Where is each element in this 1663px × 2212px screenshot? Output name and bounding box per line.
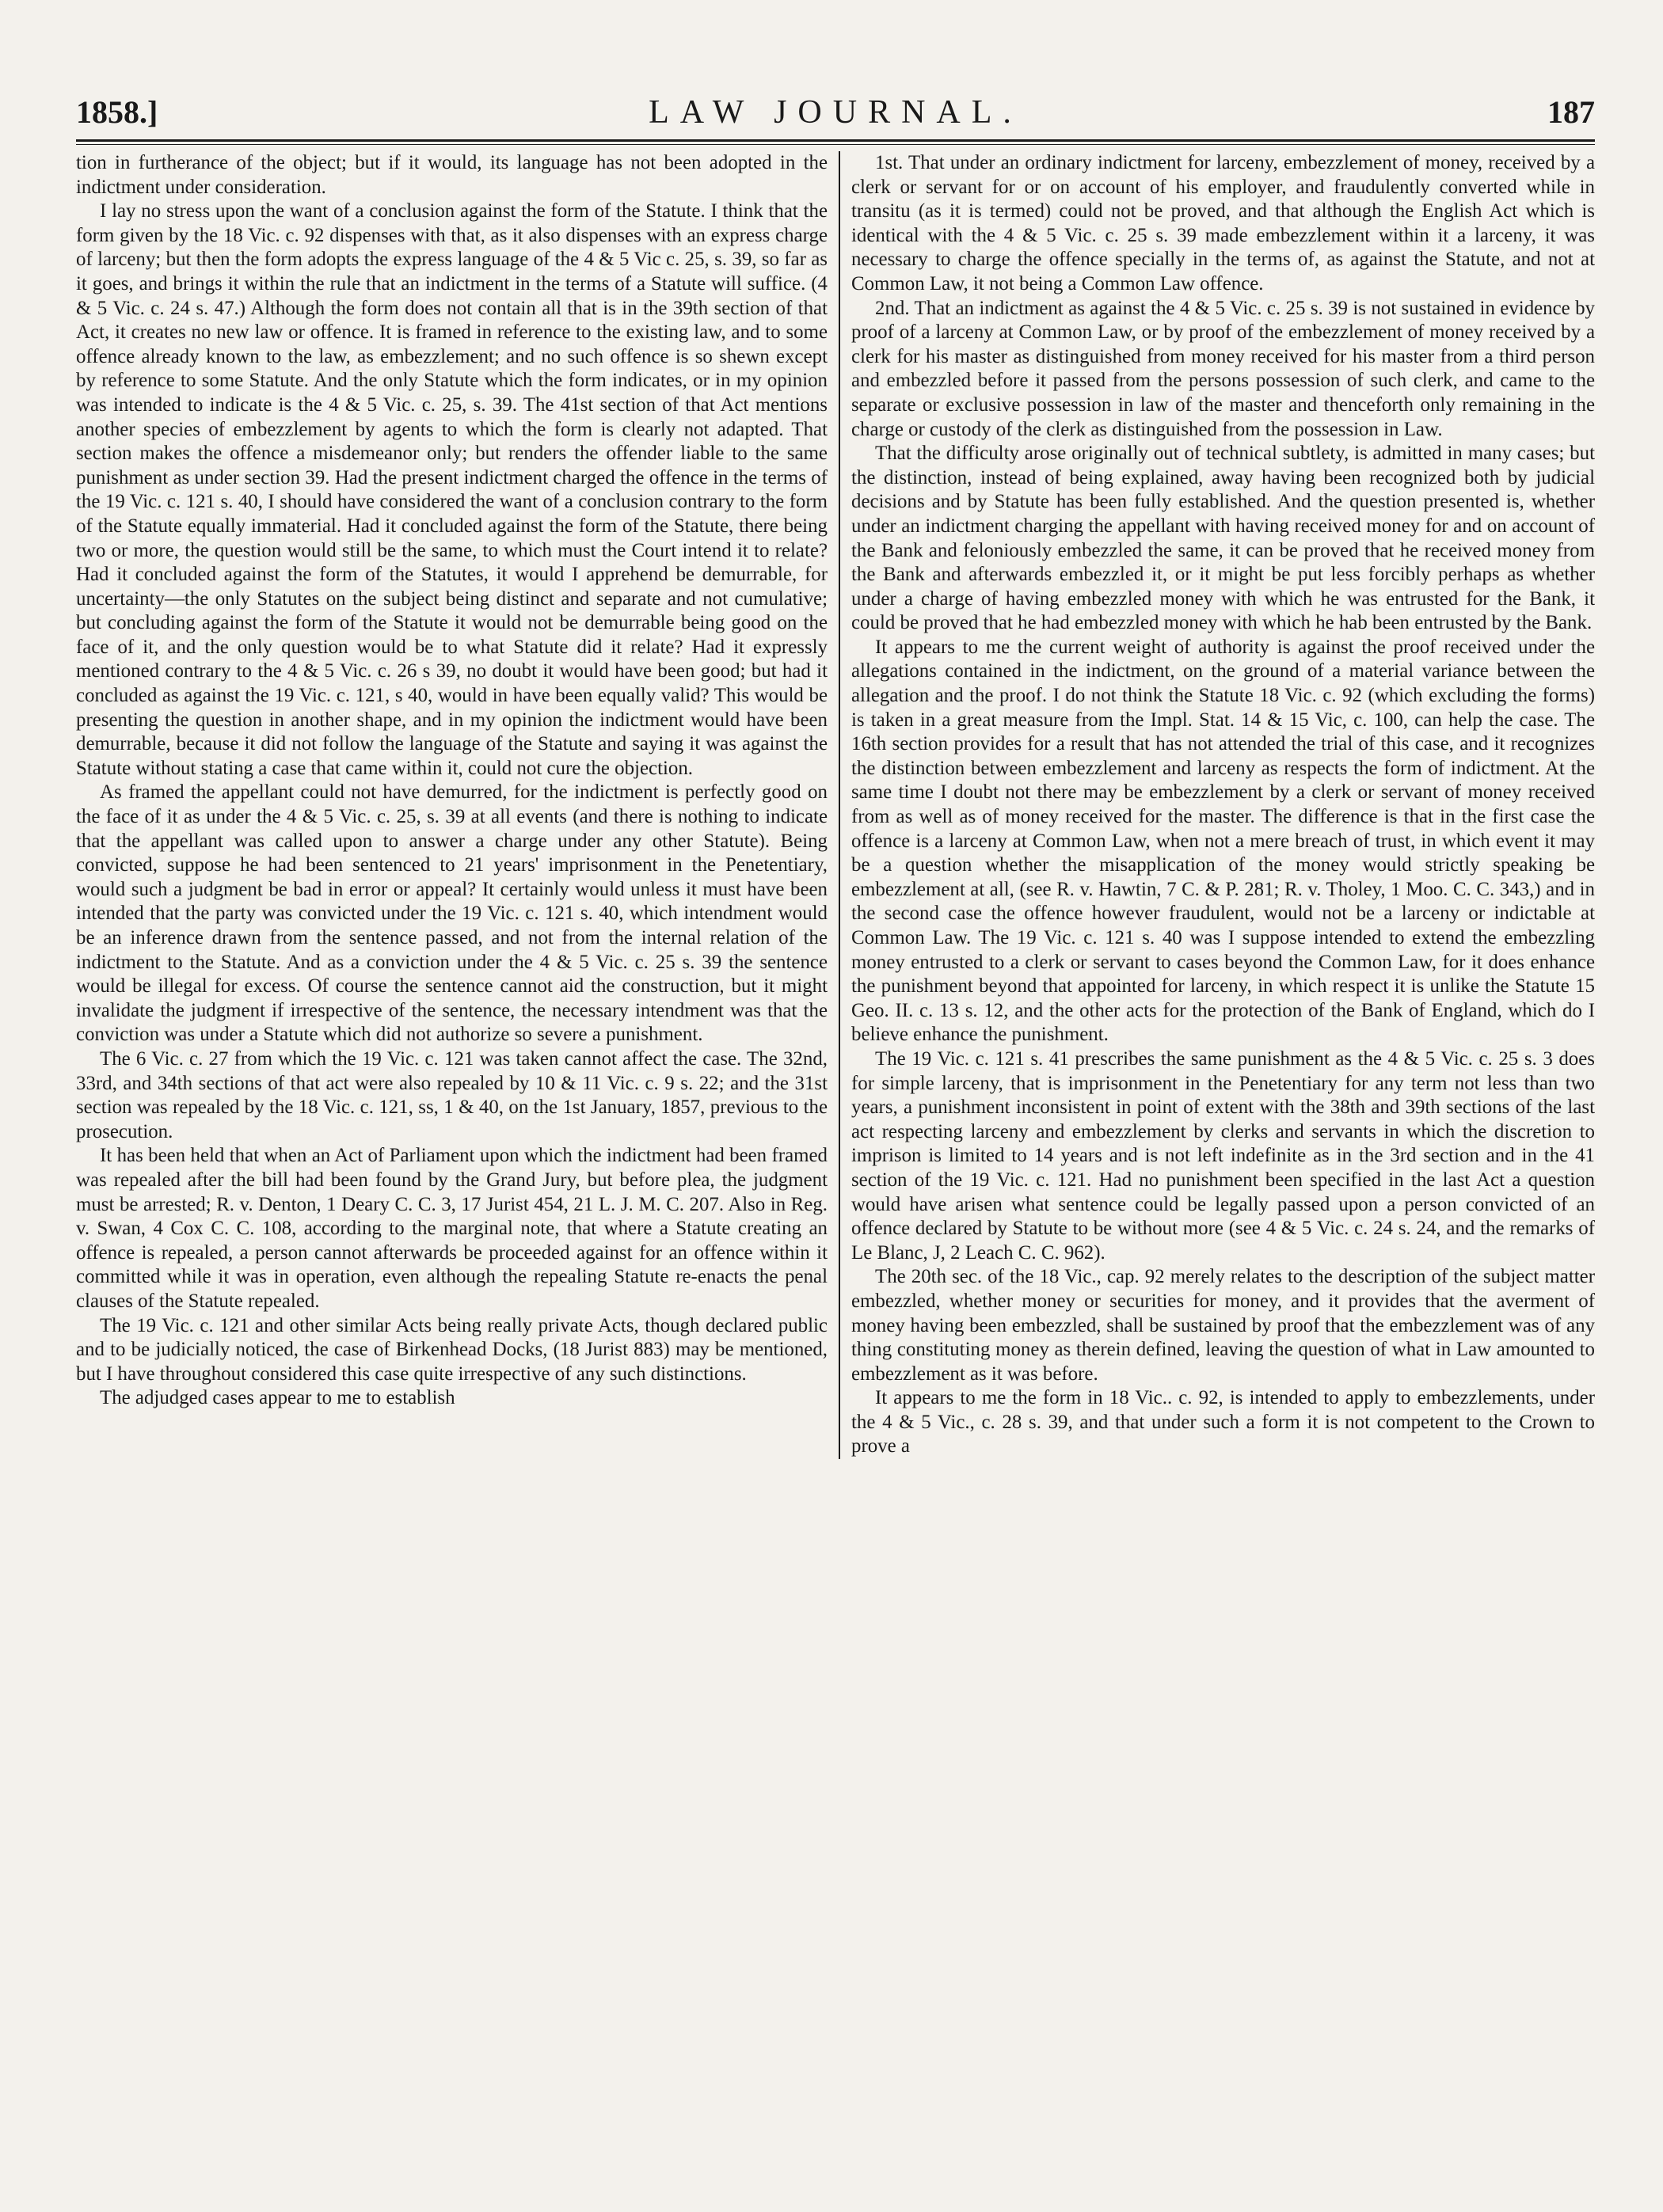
- paragraph: That the difficulty arose originally out of technical subtlety, is admitted in many cases; but the distinction, instead of being explained, away having been recognized both by judicial decisions and by Statute has been fully established. And the question presented is, whether under an indictment charging the appellant with having received money for and on account of the Bank and feloniously embezzled the same, it can be proved that he received money from the Bank and afterwards embezzled it, or it might be put less forcibly perhaps as whether under a charge of having embezzled money with which he was entrusted for the Bank, it could be proved that he had embezzled money with which he hab been entrusted by the Bank.: [851, 443, 1595, 634]
- text-columns: [76, 151, 1595, 1459]
- paragraph: The 6 Vic. c. 27 from which the 19 Vic. c. 121 was taken cannot affect the case. The 32nd, 33rd, and 34th sections of that act were also repealed by 10 & 11 Vic. c. 9 s. 22; and the 31st section was repealed by the 18 Vic. c. 121, ss, 1 & 40, on the 1st January, 1857, previous to the prosecution.: [76, 1047, 828, 1142]
- page-header: [76, 93, 1595, 139]
- paragraph: It appears to me the form in 18 Vic.. c. 92, is intended to apply to embezzlements, under the 4 & 5 Vic., c. 28 s. 39, and that under such a form it is not competent to the Crown to prove a: [851, 1387, 1595, 1458]
- left-column: [76, 151, 828, 1459]
- paragraph: 1st. That under an ordinary indictment for larceny, embezzlement of money, received by a clerk or servant for or on account of his employer, and fraudulently converted while in transitu (as it is termed) could not be proved, and that although the English Act which is identical with the 4 & 5 Vic. c. 25 s. 39 made embezzlement within it a larceny, it was necessary to charge the offence specially in the terms of, as against the Statute, and not at Common Law, it not being a Common Law offence.: [851, 152, 1595, 295]
- header-rule: [76, 139, 1595, 142]
- paragraph: The 19 Vic. c. 121 s. 41 prescribes the same punishment as the 4 & 5 Vic. c. 25 s. 3 does for simple larceny, that is imprisonment in the Penetentiary for any term not less than two years, a punishment inconsistent in point of extent with the 38th and 39th sections of the last act respecting larceny and embezzlement by clerks and servants in which the discretion to imprison is limited to 14 years and is not left indefinite as in the 3rd section and in the 41 section of the 19 Vic. c. 121. Had no punishment been specified in the last Act a question would have arisen what sentence could be legally passed upon a person convicted of an offence declared by Statute to be without more (see 4 & 5 Vic. c. 24 s. 24, and the remarks of Le Blanc, J, 2 Leach C. C. 962).: [851, 1047, 1595, 1264]
- paragraph: The 19 Vic. c. 121 and other similar Acts being really private Acts, though declared public and to be judicially noticed, the case of Birkenhead Docks, (18 Jurist 883) may be mentioned, but I have throughout considered this case quite irrespective of any such distinctions.: [76, 1314, 828, 1385]
- paragraph: The 20th sec. of the 18 Vic., cap. 92 merely relates to the description of the subject matter embezzled, whether money or securities for money, and it provides that the averment of money having been embezzled, shall be sustained by proof that the embezzlement was of any thing constituting money as therein defined, leaving the question of what in Law amounted to embezzlement as it was before.: [851, 1266, 1595, 1385]
- paragraph: As framed the appellant could not have demurred, for the indictment is perfectly good on the face of it as under the 4 & 5 Vic. c. 25, s. 39 at all events (and there is nothing to indicate that the appellant was called upon to answer a charge under any other Statute). Being convicted, suppose he had been sentenced to 21 years' imprisonment in the Penetentiary, would such a judgment be bad in error or appeal? It certainly would unless it must have been intended that the party was convicted under the 19 Vic. c. 121 s. 40, which intendment would be an inference drawn from the sentence passed, and not from the internal relation of the indictment to the Statute. And as a conviction under the 4 & 5 Vic. c. 25 s. 39 the sentence would be illegal for excess. Of course the sentence cannot aid the construction, but it might invalidate the judgment if irrespective of the sentence, the necessary intendment was that the conviction was under a Statute which did not authorize so severe a punishment.: [76, 781, 828, 1046]
- paragraph: It has been held that when an Act of Parliament upon which the indictment had been framed was repealed after the bill had been found by the Grand Jury, but before plea, the judgment must be arrested; R. v. Denton, 1 Deary C. C. 3, 17 Jurist 454, 21 L. J. M. C. 207. Also in Reg. v. Swan, 4 Cox C. C. 108, according to the marginal note, that where a Statute creating an offence is repealed, a person cannot afterwards be proceeded against for an offence within it committed while it was in operation, even although the repealing Statute re-enacts the penal clauses of the Statute repealed.: [76, 1145, 828, 1312]
- column-divider: [839, 151, 840, 1459]
- paragraph: I lay no stress upon the want of a conclusion against the form of the Statute. I think that the form given by the 18 Vic. c. 92 dispenses with that, as it also dispenses with an express charge of larceny; but then the form adopts the express language of the 4 & 5 Vic c. 25, s. 39, so far as it goes, and brings it within the rule that an indictment in the terms of a Statute will suffice. (4 & 5 Vic. c. 24 s. 47.) Although the form does not contain all that is in the 39th section of that Act, it creates no new law or offence. It is framed in reference to the existing law, and to some offence already known to the law, as embezzlement; and no such offence is so shewn except by reference to some Statute. And the only Statute which the form indicates, or in my opinion was intended to indicate is the 4 & 5 Vic. c. 25, s. 39. The 41st section of that Act mentions another species of embezzlement by agents to which the form is clearly not adapted. That section makes the offence a misdemeanor only; but renders the offender liable to the same punishment as under section 39. Had the present indictment charged the offence in the terms of the 19 Vic. c. 121 s. 40, I should have considered the want of a conclusion contrary to the form of the Statute equally immaterial. Had it concluded against the form of the Statute, there being two or more, the question would still be the same, to which must the Court intend it to relate? Had it concluded against the form of the Statutes, it would I apprehend be demurrable, for uncertainty—the only Statutes on the subject being distinct and separate and not cumulative; but concluding against the form of the Statute it would not be demurrable being good on the face of it, and the only question would be to what Statute did it relate? Had it expressly mentioned contrary to the 4 & 5 Vic. c. 26 s 39, no doubt it would have been good; but had it concluded as against the 19 Vic. c. 121, s 40, would in have been equally valid? This would be presenting the question in another shape, and in my opinion the indictment would have been demurrable, because it did not follow the language of the Statute and saying it was against the Statute without stating a case that came within it, could not cure the objection.: [76, 200, 828, 779]
- paragraph: tion in furtherance of the object; but if it would, its language has not been adopted in the indictment under consideration.: [76, 152, 828, 198]
- paragraph: The adjudged cases appear to me to establish: [100, 1387, 455, 1409]
- header-page-number: 187: [1547, 94, 1595, 130]
- paragraph: It appears to me the current weight of authority is against the proof received under the allegations contained in the indictment, on the ground of a material variance between the allegation and the proof. I do not think the Statute 18 Vic. c. 92 (which excluding the forms) is taken in a great measure from the Impl. Stat. 14 & 15 Vic, c. 100, can help the case. The 16th section provides for a result that has not attended the trial of this case, and it recognizes the distinction between embezzlement and larceny as respects the form of indictment. At the same time I doubt not there may be embezzlement by a clerk or servant of money received from as well as of money received for the master. The difference is that in the first case the offence is a larceny at Common Law, when not a mere breach of trust, in which event it may be a question whether the misapplication of the money would strictly speaking be embezzlement at all, (see R. v. Hawtin, 7 C. & P. 281; R. v. Tholey, 1 Moo. C. C. 343,) and in the second case the offence however fraudulent, would not be a larceny or indictable at Common Law. The 19 Vic. c. 121 s. 40 was I suppose intended to extend the embezzling money entrusted to a clerk or servant to cases beyond the Common Law, for it does enhance the punishment beyond that appointed for larceny, in which respect it is unlike the Statute 15 Geo. II. c. 13 s. 12, and the other acts for the protection of the Bank of England, which do I believe enhance the punishment.: [851, 636, 1595, 1046]
- right-column: [851, 151, 1595, 1459]
- header-rule-thin: [76, 144, 1595, 145]
- header-year: 1858.]: [76, 94, 158, 130]
- paragraph: 2nd. That an indictment as against the 4 & 5 Vic. c. 25 s. 39 is not sustained in evidence by proof of a larceny at Common Law, or by proof of the embezzlement of money received by a clerk for his master as distinguished from money received for his master from a third person and embezzled before it passed from the persons possession of such clerk, and came to the separate or exclusive possession in law of the master and thenceforth only remaining in the charge or custody of the clerk as distinguished from the possession in Law.: [851, 297, 1595, 440]
- header-title: LAW JOURNAL.: [649, 94, 1022, 131]
